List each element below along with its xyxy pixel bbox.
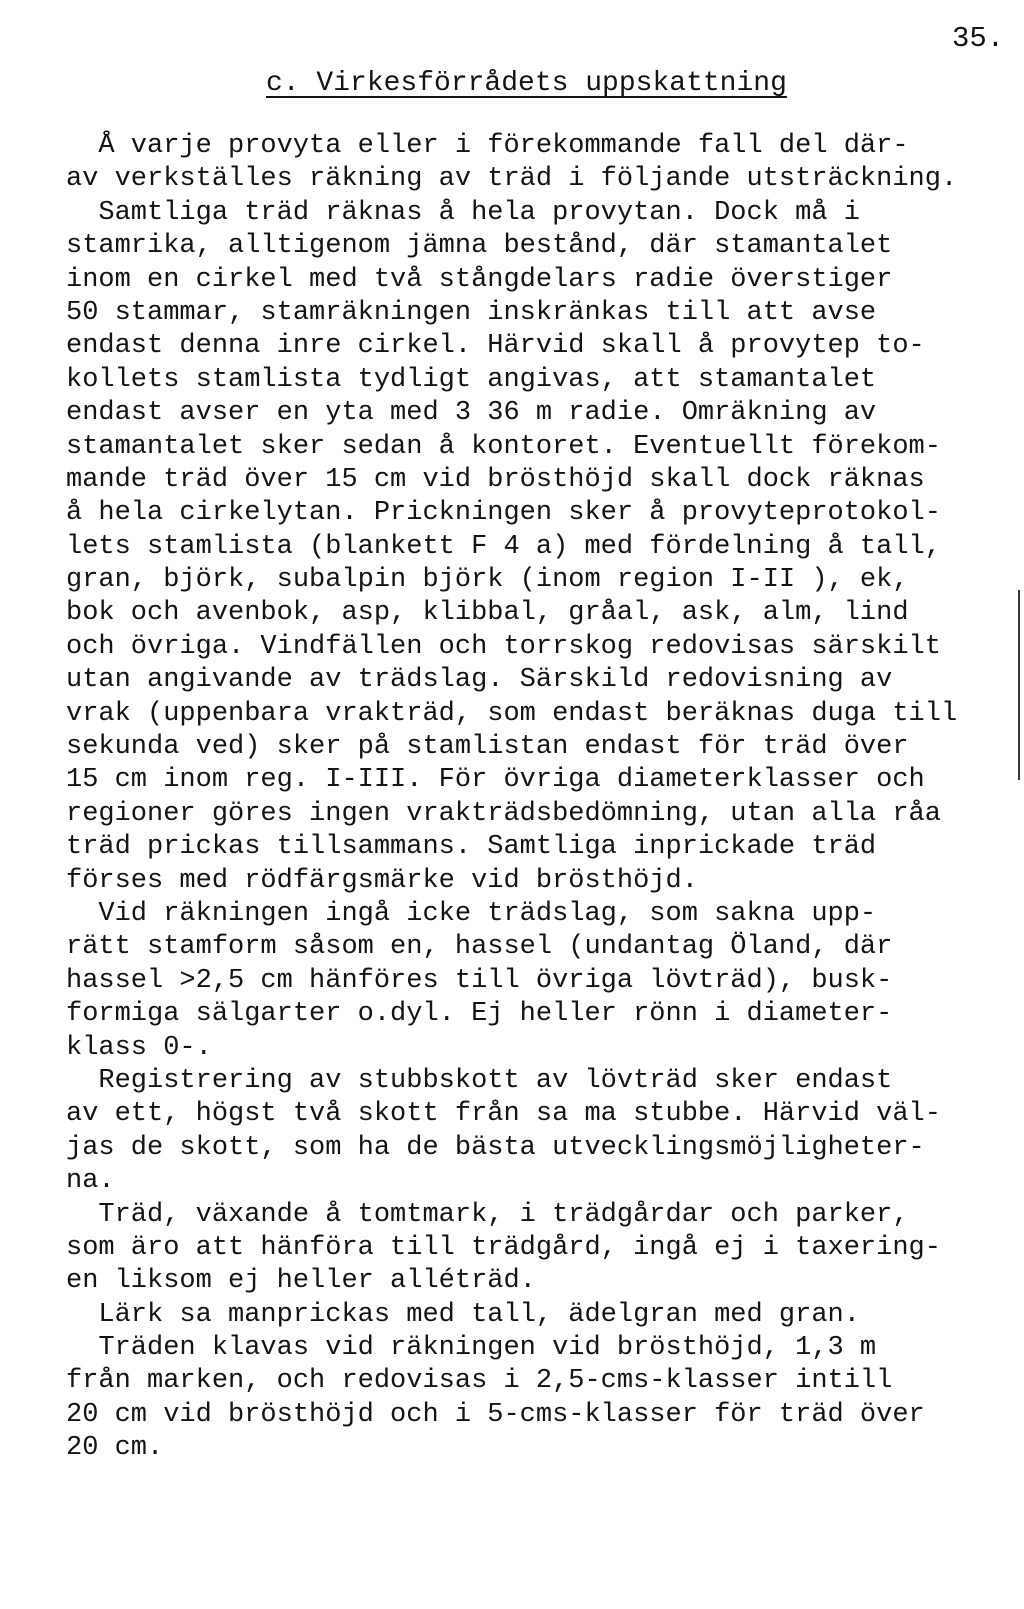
text-line: från marken, och redovisas i 2,5-cms-klasser intill — [66, 1366, 893, 1397]
text-line: Lärk sa manprickas med tall, ädelgran med gran. — [66, 1299, 860, 1330]
text-line: endast denna inre cirkel. Härvid skall å provytep to- — [66, 331, 925, 362]
text-line: och övriga. Vindfällen och torrskog redovisas särskilt — [66, 631, 941, 662]
text-line: klass 0-. — [66, 1032, 212, 1063]
text-line: inom en cirkel med två stångdelars radie överstiger — [66, 264, 893, 295]
text-line: av verkställes räkning av träd i följande utsträckning. — [66, 164, 958, 195]
text-line: Träden klavas vid räkningen vid brösthöjd, 1,3 m — [66, 1333, 877, 1364]
text-line: mande träd över 15 cm vid brösthöjd skall dock räknas — [66, 464, 925, 495]
text-line: jas de skott, som ha de bästa utvecklingsmöjligheter- — [66, 1132, 925, 1163]
text-line: formiga sälgarter o.dyl. Ej heller rönn i diameter- — [66, 999, 893, 1030]
text-line: lets stamlista (blankett F 4 a) med fördelning å tall, — [66, 531, 941, 562]
text-line: Träd, växande å tomtmark, i trädgårdar och parker, — [66, 1199, 909, 1230]
text-line: bok och avenbok, asp, klibbal, gråal, ask, alm, lind — [66, 598, 909, 629]
text-line: träd prickas tillsammans. Samtliga inprickade träd — [66, 832, 877, 863]
text-line: Vid räkningen ingå icke trädslag, som sakna upp- — [66, 898, 877, 929]
text-line: av ett, högst två skott från sa ma stubbe. Härvid väl- — [66, 1099, 941, 1130]
text-line: 20 cm vid brösthöjd och i 5-cms-klasser för träd över — [66, 1399, 925, 1430]
text-line: en liksom ej heller alléträd. — [66, 1266, 536, 1297]
text-line: utan angivande av trädslag. Särskild redovisning av — [66, 665, 893, 696]
text-line: Registrering av stubbskott av lövträd sker endast — [66, 1065, 893, 1096]
section-heading: c. Virkesförrådets uppskattning — [266, 68, 787, 99]
text-line: rätt stamform såsom en, hassel (undantag Öland, där — [66, 932, 893, 963]
text-line: vrak (uppenbara vrakträd, som endast beräknas duga till — [66, 698, 958, 729]
text-line: gran, björk, subalpin björk (inom region I-II ), ek, — [66, 565, 909, 596]
text-line: hassel >2,5 cm hänföres till övriga lövträd), busk- — [66, 965, 893, 996]
text-line: 50 stammar, stamräkningen inskränkas till att avse — [66, 297, 877, 328]
text-line: å hela cirkelytan. Prickningen sker å provyteprotokol- — [66, 498, 941, 529]
text-line: 15 cm inom reg. I-III. För övriga diameterklasser och — [66, 765, 925, 796]
text-line: Samtliga träd räknas å hela provytan. Dock må i — [66, 197, 860, 228]
text-line: stamantalet sker sedan å kontoret. Eventuellt förekom- — [66, 431, 941, 462]
body-text — [66, 130, 986, 1466]
margin-rule — [1018, 590, 1020, 780]
text-line: stamrika, alltigenom jämna bestånd, där stamantalet — [66, 231, 893, 262]
text-line: kollets stamlista tydligt angivas, att stamantalet — [66, 364, 877, 395]
text-line: sekunda ved) sker på stamlistan endast för träd över — [66, 732, 909, 763]
text-line: som äro att hänföra till trädgård, ingå ej i taxering- — [66, 1232, 941, 1263]
text-line: na. — [66, 1166, 115, 1197]
text-line: Å varje provyta eller i förekommande fall del där- — [66, 131, 909, 161]
text-line: 20 cm. — [66, 1433, 164, 1464]
text-line: endast avser en yta med 3 36 m radie. Omräkning av — [66, 398, 877, 429]
text-line: regioner göres ingen vrakträdsbedömning, utan alla råa — [66, 798, 941, 829]
page-number: 35. — [952, 22, 1005, 55]
text-line: förses med rödfärgsmärke vid brösthöjd. — [66, 865, 698, 896]
